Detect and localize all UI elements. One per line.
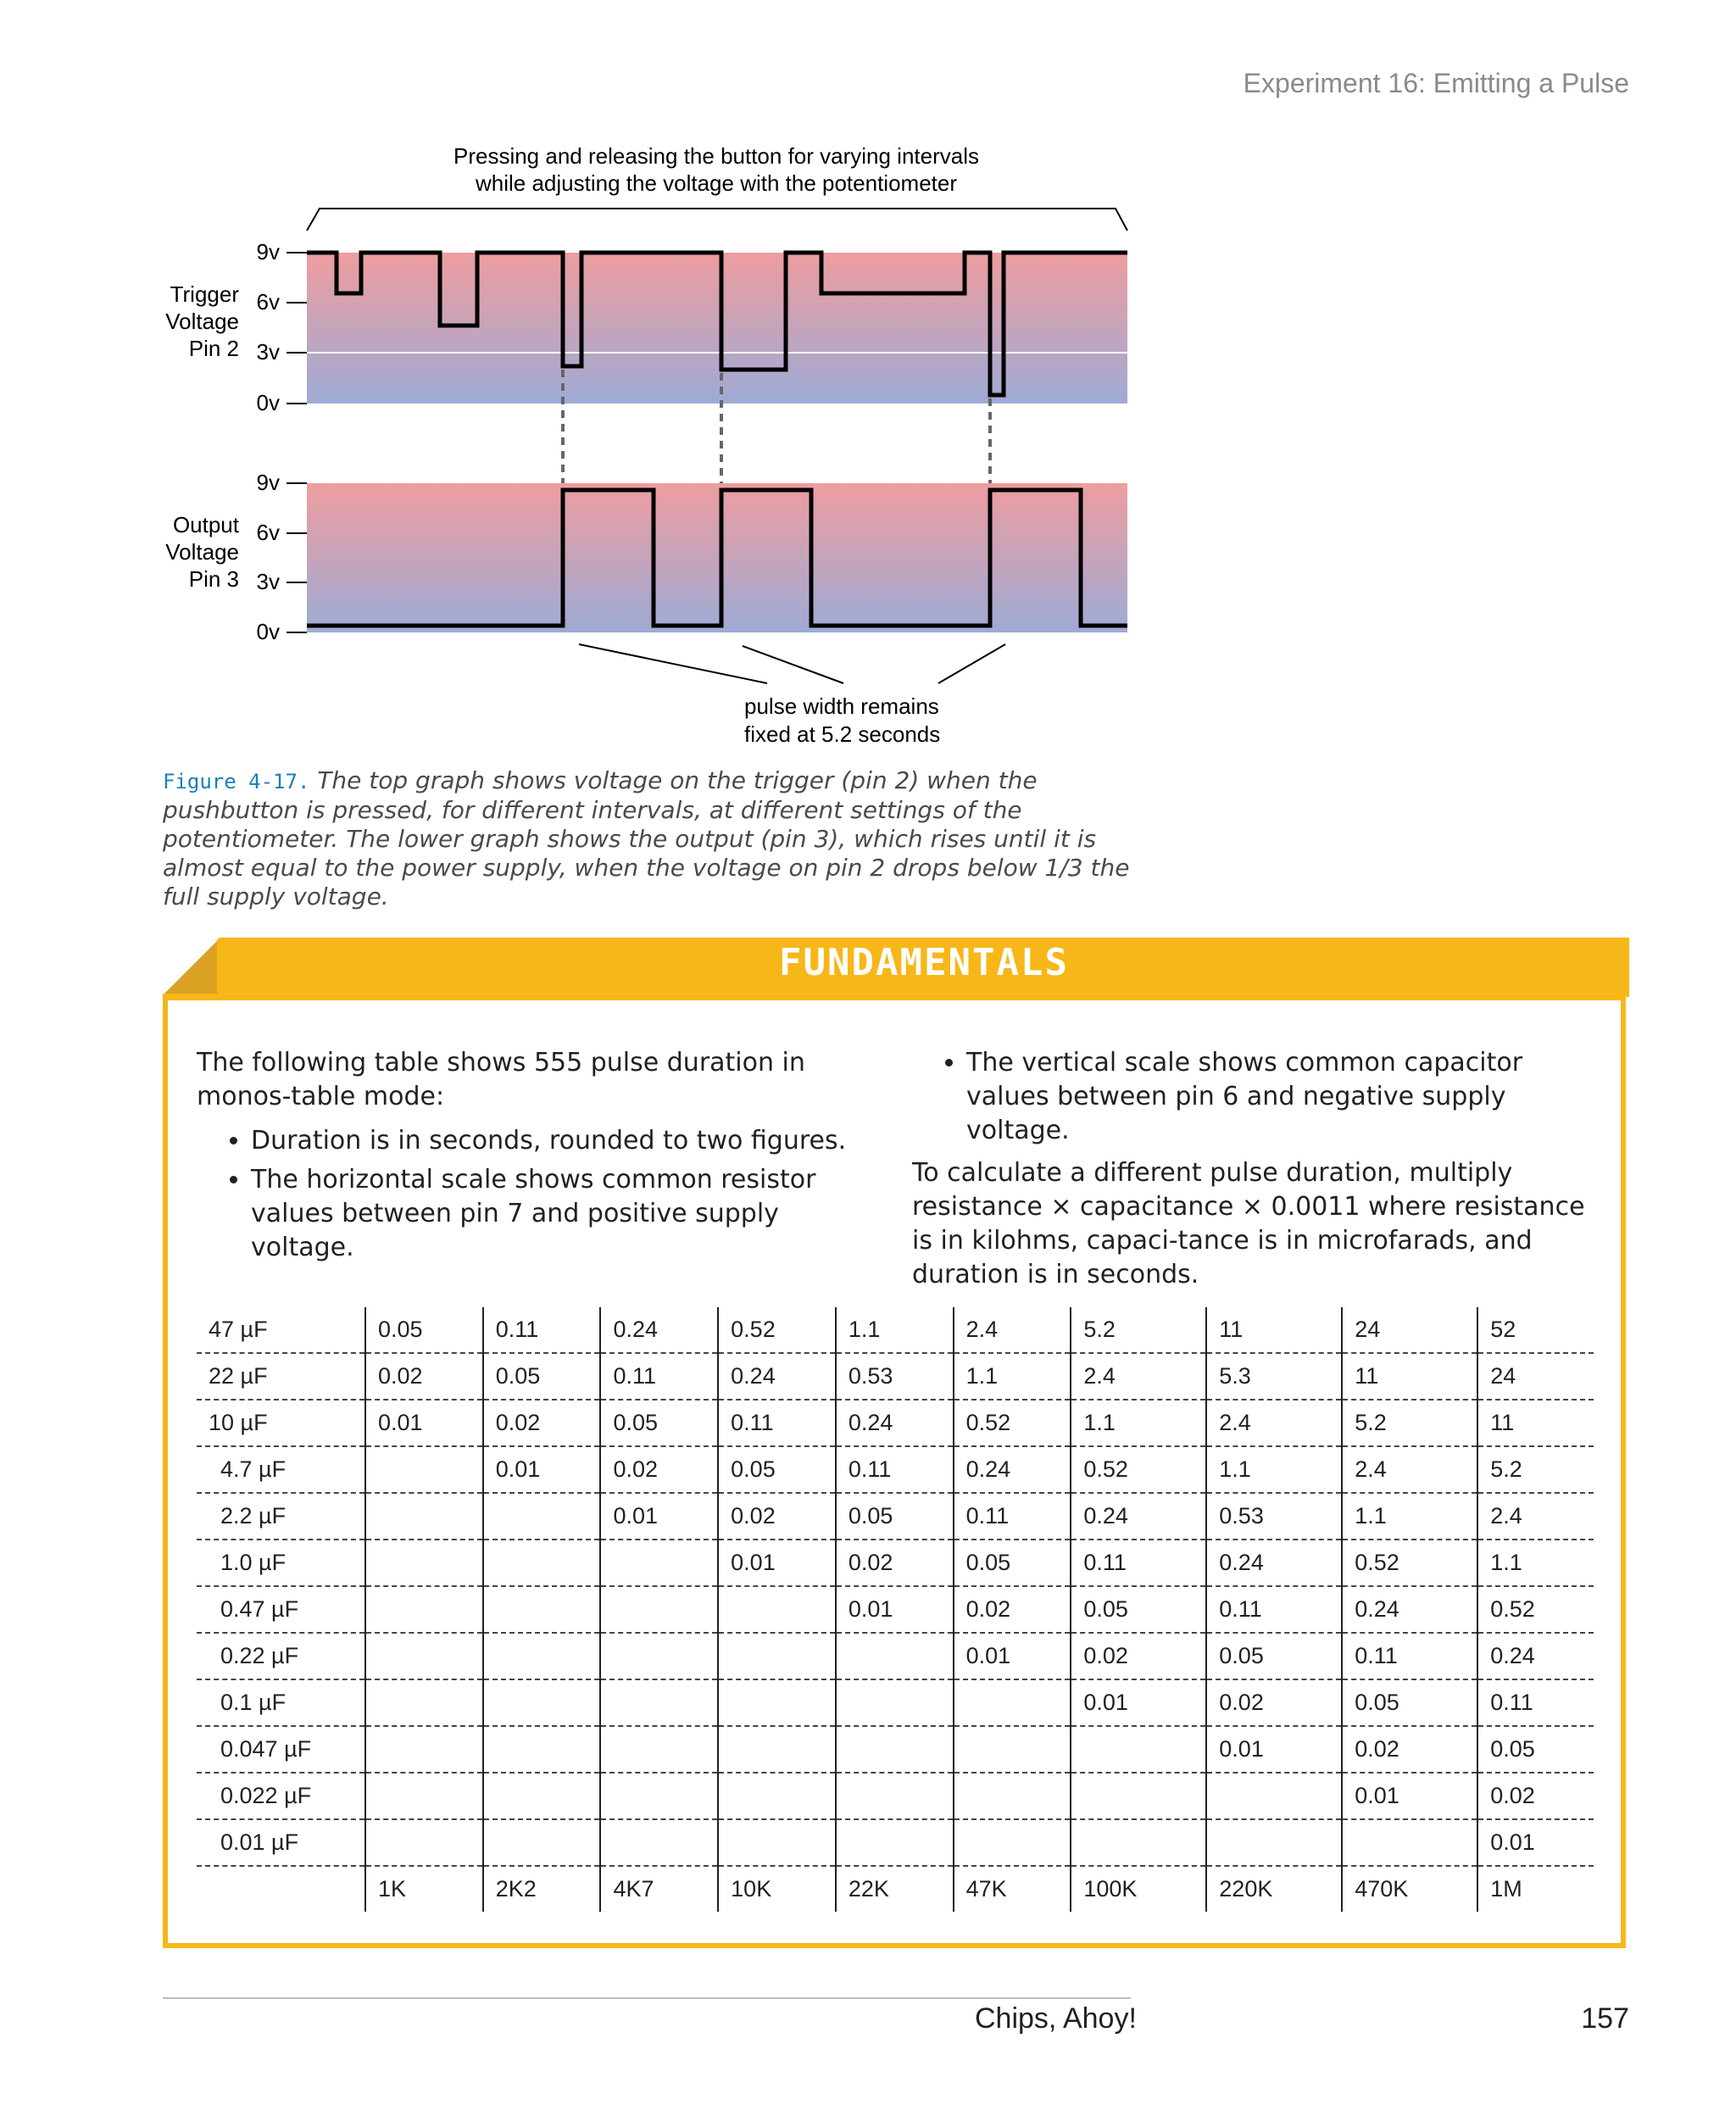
capacitor-label: 1.0 µF (197, 1540, 365, 1586)
duration-cell: 0.02 (1477, 1773, 1594, 1819)
duration-cell: 1.1 (1206, 1446, 1342, 1493)
figure-caption (163, 766, 1138, 911)
duration-cell: 0.11 (718, 1400, 836, 1446)
duration-cell: 0.01 (718, 1540, 836, 1586)
trigger-label-line2: Voltage (165, 309, 239, 334)
duration-cell: 0.52 (954, 1400, 1071, 1446)
duration-cell: 5.2 (1342, 1400, 1477, 1446)
duration-cell (600, 1773, 718, 1819)
fundamentals-left-column (197, 1046, 858, 1273)
duration-cell (1342, 1819, 1477, 1866)
duration-cell: 2.4 (954, 1307, 1071, 1353)
resistor-label: 470K (1342, 1866, 1477, 1912)
duration-cell: 1.1 (954, 1353, 1071, 1400)
duration-cell (365, 1819, 483, 1866)
duration-cell (718, 1633, 836, 1679)
duration-cell: 0.24 (1477, 1633, 1594, 1679)
duration-cell (483, 1679, 601, 1726)
table-row (197, 1493, 1594, 1540)
resistor-label: 1K (365, 1866, 483, 1912)
duration-cell: 5.2 (1477, 1446, 1594, 1493)
trigger-tick-0v: 0v (256, 390, 280, 415)
capacitor-label: 47 µF (197, 1307, 365, 1353)
duration-cell (954, 1819, 1071, 1866)
duration-cell: 0.01 (1342, 1773, 1477, 1819)
duration-cell (954, 1726, 1071, 1773)
duration-cell: 0.01 (1071, 1679, 1206, 1726)
duration-cell: 0.05 (365, 1307, 483, 1353)
duration-cell: 0.24 (836, 1400, 954, 1446)
resistor-axis-row (197, 1866, 1594, 1912)
duration-cell (365, 1633, 483, 1679)
capacitor-label: 0.01 µF (197, 1819, 365, 1866)
duration-cell: 0.53 (836, 1353, 954, 1400)
duration-cell (600, 1726, 718, 1773)
duration-cell: 11 (1342, 1353, 1477, 1400)
duration-cell: 0.05 (836, 1493, 954, 1540)
duration-cell: 0.05 (1342, 1679, 1477, 1726)
footer-chapter-title: Chips, Ahoy! (975, 2002, 1137, 2035)
duration-cell: 1.1 (1477, 1540, 1594, 1586)
duration-cell (1071, 1773, 1206, 1819)
figure-caption-text: The top graph shows voltage on the trigger (pin 2) when the pushbutton is pressed, for different intervals, at different settings of the potentiometer. The lower graph shows the output (pin 3), which rises until it is almost equal to the power supply, when the voltage on pin 2 drops below 1/3 the full supply voltage. (163, 766, 1130, 910)
duration-cell: 0.05 (1206, 1633, 1342, 1679)
duration-cell (600, 1540, 718, 1586)
duration-cell (483, 1540, 601, 1586)
duration-cell: 0.01 (1477, 1819, 1594, 1866)
table-row (197, 1307, 1594, 1353)
resistor-label: 10K (718, 1866, 836, 1912)
duration-cell: 0.02 (365, 1353, 483, 1400)
duration-cell: 5.3 (1206, 1353, 1342, 1400)
duration-cell (718, 1679, 836, 1726)
duration-cell (365, 1493, 483, 1540)
output-tick-0v: 0v (256, 619, 280, 644)
duration-cell: 0.02 (1071, 1633, 1206, 1679)
output-label-line3: Pin 3 (188, 566, 239, 592)
duration-cell: 2.4 (1477, 1493, 1594, 1540)
duration-cell: 0.11 (836, 1446, 954, 1493)
duration-cell: 0.24 (718, 1353, 836, 1400)
duration-cell (365, 1446, 483, 1493)
table-row (197, 1353, 1594, 1400)
duration-cell: 0.52 (1342, 1540, 1477, 1586)
duration-cell (365, 1679, 483, 1726)
table-row (197, 1633, 1594, 1679)
duration-cell (1071, 1726, 1206, 1773)
duration-cell (365, 1773, 483, 1819)
duration-cell: 0.52 (1071, 1446, 1206, 1493)
capacitor-label: 0.022 µF (197, 1773, 365, 1819)
duration-cell: 24 (1477, 1353, 1594, 1400)
duration-cell: 0.11 (1477, 1679, 1594, 1726)
duration-cell: 1.1 (1071, 1400, 1206, 1446)
duration-cell: 0.11 (1342, 1633, 1477, 1679)
duration-cell: 0.01 (600, 1493, 718, 1540)
duration-cell: 0.05 (1071, 1586, 1206, 1633)
duration-cell (483, 1493, 601, 1540)
capacitor-label: 0.22 µF (197, 1633, 365, 1679)
duration-cell: 0.02 (483, 1400, 601, 1446)
duration-cell (483, 1586, 601, 1633)
duration-cell: 5.2 (1071, 1307, 1206, 1353)
fundamentals-right-column (912, 1046, 1590, 1302)
duration-cell (600, 1819, 718, 1866)
bottom-annotation-line2: fixed at 5.2 seconds (744, 721, 941, 747)
duration-cell: 0.01 (365, 1400, 483, 1446)
duration-cell: 0.24 (600, 1307, 718, 1353)
capacitor-label: 22 µF (197, 1353, 365, 1400)
running-head: Experiment 16: Emitting a Pulse (1243, 68, 1629, 98)
duration-cell (483, 1819, 601, 1866)
duration-cell: 0.11 (600, 1353, 718, 1400)
bottom-annotation-line1: pulse width remains (744, 693, 939, 719)
table-row (197, 1819, 1594, 1866)
capacitor-label: 0.047 µF (197, 1726, 365, 1773)
resistor-label: 1M (1477, 1866, 1594, 1912)
trigger-label-line3: Pin 2 (188, 336, 239, 361)
duration-cell: 0.01 (836, 1586, 954, 1633)
output-label-line2: Voltage (165, 539, 239, 565)
table-row (197, 1586, 1594, 1633)
duration-cell: 0.11 (1071, 1540, 1206, 1586)
duration-cell (365, 1726, 483, 1773)
trigger-label-line1: Trigger (170, 281, 239, 307)
table-row (197, 1446, 1594, 1493)
duration-cell: 0.24 (1342, 1586, 1477, 1633)
duration-cell (483, 1773, 601, 1819)
capacitor-label: 2.2 µF (197, 1493, 365, 1540)
duration-cell (836, 1679, 954, 1726)
fundamentals-calc: To calculate a different pulse duration, multiply resistance × capacitance × 0.0011 where resistance is in kilohms, capaci-tance is in microfarads, and duration is in seconds. (912, 1158, 1585, 1289)
resistor-label: 2K2 (483, 1866, 601, 1912)
capacitor-label: 0.1 µF (197, 1679, 365, 1726)
capacitor-label: 0.47 µF (197, 1586, 365, 1633)
resistor-label: 4K7 (600, 1866, 718, 1912)
table-row (197, 1773, 1594, 1819)
duration-cell: 0.24 (954, 1446, 1071, 1493)
duration-cell (836, 1633, 954, 1679)
output-label-line1: Output (172, 512, 239, 537)
trigger-axis (287, 253, 307, 404)
capacitor-label: 10 µF (197, 1400, 365, 1446)
duration-cell (1071, 1819, 1206, 1866)
duration-cell (483, 1633, 601, 1679)
resistor-label: 100K (1071, 1866, 1206, 1912)
duration-cell: 0.01 (954, 1633, 1071, 1679)
output-tick-6v: 6v (256, 520, 280, 545)
duration-cell: 0.11 (1206, 1586, 1342, 1633)
fundamentals-bullet-vertical: • The vertical scale shows common capacitor values between pin 6 and negative supply voltage. (966, 1046, 1590, 1148)
resistor-label: 47K (954, 1866, 1071, 1912)
resistor-label: 220K (1206, 1866, 1342, 1912)
pulse-width-pointers (579, 644, 1005, 683)
duration-cell: 0.11 (954, 1493, 1071, 1540)
top-annotation-line1: Pressing and releasing the button for varying intervals (453, 143, 980, 169)
duration-cell: 1.1 (836, 1307, 954, 1353)
output-axis (287, 483, 307, 632)
table-row (197, 1400, 1594, 1446)
fundamentals-intro: The following table shows 555 pulse duration in monos-table mode: (197, 1048, 805, 1111)
resistor-label: 22K (836, 1866, 954, 1912)
fundamentals-bullet-horizontal: • The horizontal scale shows common resistor values between pin 7 and positive supply voltage. (251, 1163, 858, 1265)
duration-cell: 0.11 (483, 1307, 601, 1353)
duration-cell: 0.53 (1206, 1493, 1342, 1540)
duration-cell: 52 (1477, 1307, 1594, 1353)
duration-cell: 2.4 (1342, 1446, 1477, 1493)
duration-cell: 0.01 (1206, 1726, 1342, 1773)
duration-cell: 0.52 (1477, 1586, 1594, 1633)
table-corner (197, 1866, 365, 1912)
duration-cell: 0.24 (1206, 1540, 1342, 1586)
duration-cell: 0.05 (954, 1540, 1071, 1586)
duration-cell (600, 1633, 718, 1679)
duration-cell (365, 1586, 483, 1633)
top-bracket (307, 209, 1127, 231)
duration-cell (718, 1819, 836, 1866)
duration-cell: 11 (1477, 1400, 1594, 1446)
duration-cell (600, 1679, 718, 1726)
duration-cell (365, 1540, 483, 1586)
duration-cell: 0.05 (600, 1400, 718, 1446)
duration-cell: 2.4 (1206, 1400, 1342, 1446)
figure-caption-label: Figure 4-17. (163, 770, 310, 794)
duration-cell: 0.02 (1342, 1726, 1477, 1773)
duration-cell: 2.4 (1071, 1353, 1206, 1400)
duration-cell: 24 (1342, 1307, 1477, 1353)
fundamentals-corner (163, 936, 222, 1000)
duration-cell: 0.02 (718, 1493, 836, 1540)
duration-cell (600, 1586, 718, 1633)
trigger-tick-6v: 6v (256, 289, 280, 315)
duration-cell (954, 1773, 1071, 1819)
top-annotation-line2: while adjusting the voltage with the potentiometer (475, 170, 958, 196)
capacitor-label: 4.7 µF (197, 1446, 365, 1493)
duration-cell (718, 1726, 836, 1773)
fundamentals-bullet-duration: • Duration is in seconds, rounded to two figures. (251, 1124, 858, 1158)
duration-cell: 0.02 (1206, 1679, 1342, 1726)
table-row (197, 1679, 1594, 1726)
duration-cell (483, 1726, 601, 1773)
duration-cell (836, 1819, 954, 1866)
duration-cell: 0.02 (600, 1446, 718, 1493)
duration-cell: 0.05 (718, 1446, 836, 1493)
duration-cell: 0.52 (718, 1307, 836, 1353)
duration-cell: 11 (1206, 1307, 1342, 1353)
duration-cell: 0.24 (1071, 1493, 1206, 1540)
duration-cell: 0.05 (1477, 1726, 1594, 1773)
duration-cell: 0.01 (483, 1446, 601, 1493)
table-row (197, 1540, 1594, 1586)
output-tick-3v: 3v (256, 569, 280, 594)
duration-cell: 0.05 (483, 1353, 601, 1400)
duration-cell: 1.1 (1342, 1493, 1477, 1540)
page-number: 157 (1581, 2002, 1629, 2035)
output-tick-9v: 9v (256, 470, 280, 495)
fundamentals-title: FUNDAMENTALS (779, 941, 1069, 984)
duration-cell (836, 1726, 954, 1773)
voltage-figure (0, 0, 1736, 763)
duration-cell: 0.02 (954, 1586, 1071, 1633)
duration-cell (1206, 1773, 1342, 1819)
duration-cell (836, 1773, 954, 1819)
trigger-tick-3v: 3v (256, 339, 280, 365)
duration-cell (718, 1586, 836, 1633)
output-band (307, 483, 1127, 632)
duration-cell: 0.02 (836, 1540, 954, 1586)
table-row (197, 1726, 1594, 1773)
pulse-duration-table (197, 1307, 1594, 1912)
footer-rule (163, 1997, 1131, 1999)
duration-cell (718, 1773, 836, 1819)
trigger-tick-9v: 9v (256, 239, 280, 264)
duration-cell (954, 1679, 1071, 1726)
duration-cell (1206, 1819, 1342, 1866)
